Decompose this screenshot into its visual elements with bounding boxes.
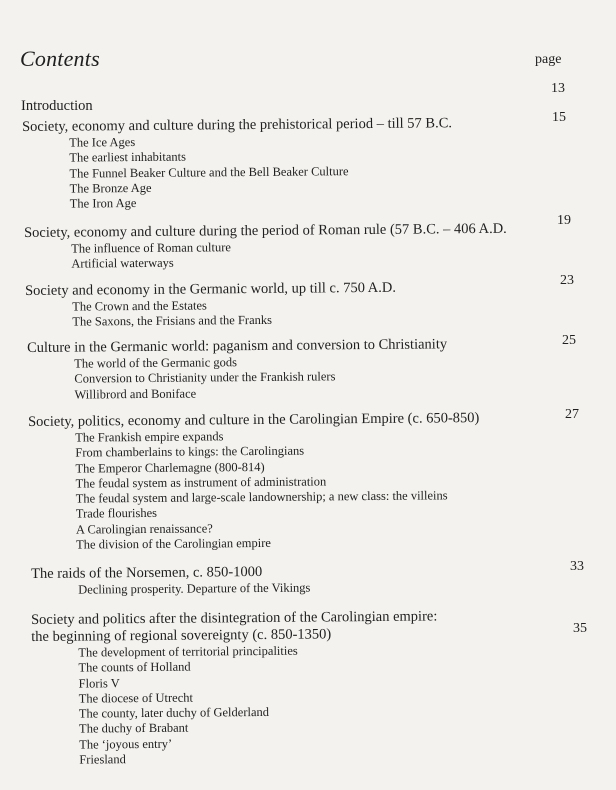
toc-entry-prehistory (22, 115, 453, 212)
toc-subentry: The earliest inhabitants (69, 149, 187, 165)
toc-subentry: The feudal system as instrument of administration (75, 474, 327, 491)
toc-entry-title: Society, economy and culture during the period of Roman rule (57 B.C. – 406 A.D. (24, 220, 507, 241)
toc-page-number: 15 (552, 110, 566, 125)
toc-page-number: 33 (570, 559, 584, 574)
toc-subentry: The development of territorial principalities (78, 643, 298, 660)
toc-entry-title: Society and politics after the disintegration of the Carolingian empire: (31, 608, 438, 628)
toc-subentry: The diocese of Utrecht (78, 690, 194, 706)
toc-subentry: The Bronze Age (69, 180, 152, 196)
contents-heading: Contents (20, 46, 100, 71)
toc-entry-title: Culture in the Germanic world: paganism and conversion to Christianity (27, 336, 448, 356)
toc-subentry: Artificial waterways (71, 255, 174, 271)
toc-entry-roman-rule (24, 221, 507, 273)
toc-subentry: The Saxons, the Frisians and the Franks (72, 313, 273, 329)
toc-subentry: The counts of Holland (78, 659, 191, 675)
toc-entry-title-continued: the beginning of regional sovereignty (c. 850-1350) (31, 626, 332, 645)
toc-subentry: The influence of Roman culture (71, 240, 231, 256)
toc-subentry: The duchy of Brabant (78, 721, 189, 737)
toc-subentry: Declining prosperity. Departure of the Vikings (78, 580, 311, 597)
toc-subentry: The feudal system and large-scale landownership; a new class: the villeins (75, 488, 448, 506)
toc-subentry: The division of the Carolingian empire (76, 535, 271, 552)
toc-subentry: The ‘joyous entry’ (79, 736, 173, 752)
toc-entry-title: The raids of the Norsemen, c. 850-1000 (31, 563, 263, 582)
toc-subentry: The Frankish empire expands (75, 429, 224, 445)
toc-page-number: 19 (557, 213, 571, 228)
toc-subentry: The county, later duchy of Gelderland (78, 705, 270, 721)
toc-entry-introduction (21, 98, 93, 115)
toc-subentry: Willibrord and Boniface (74, 386, 197, 402)
toc-page-number: 25 (562, 333, 576, 348)
toc-subentry: The Emperor Charlemagne (800-814) (75, 459, 265, 476)
page-column-label: page (535, 52, 562, 67)
toc-subentry: Friesland (79, 752, 126, 767)
toc-entry-title: Introduction (21, 98, 93, 114)
toc-entry-germanic-society (25, 280, 396, 331)
toc-entry-title: Society, politics, economy and culture in the Carolingian Empire (c. 650-850) (28, 410, 480, 430)
toc-subentry: Trade flourishes (75, 506, 158, 522)
toc-subentry: Floris V (78, 675, 120, 691)
toc-page-number: 23 (560, 273, 574, 288)
toc-subentry: The Crown and the Estates (72, 298, 207, 314)
toc-subentry: The world of the Germanic gods (74, 355, 238, 371)
toc-page-number: 27 (565, 407, 579, 422)
toc-page-number: 13 (551, 81, 565, 96)
toc-page-number: 35 (573, 621, 587, 636)
toc-subentry: The Ice Ages (69, 135, 136, 150)
toc-entry-germanic-culture (27, 336, 448, 403)
toc-subentry: Conversion to Christianity under the Frankish rulers (74, 369, 336, 386)
toc-subentry: The Iron Age (69, 196, 137, 211)
toc-entry-regional-sovereignty (31, 608, 439, 768)
toc-subentry: From chamberlains to kings: the Carolingians (75, 443, 305, 460)
toc-entry-title: Society and economy in the Germanic world, up till c. 750 A.D. (25, 279, 397, 299)
toc-subentry: A Carolingian renaissance? (75, 521, 213, 537)
toc-entry-carolingian-empire (28, 410, 480, 553)
toc-entry-norsemen (31, 564, 310, 599)
toc-entry-title: Society, economy and culture during the prehistorical period – till 57 B.C. (22, 115, 453, 135)
toc-subentry: The Funnel Beaker Culture and the Bell Beaker Culture (69, 163, 349, 181)
